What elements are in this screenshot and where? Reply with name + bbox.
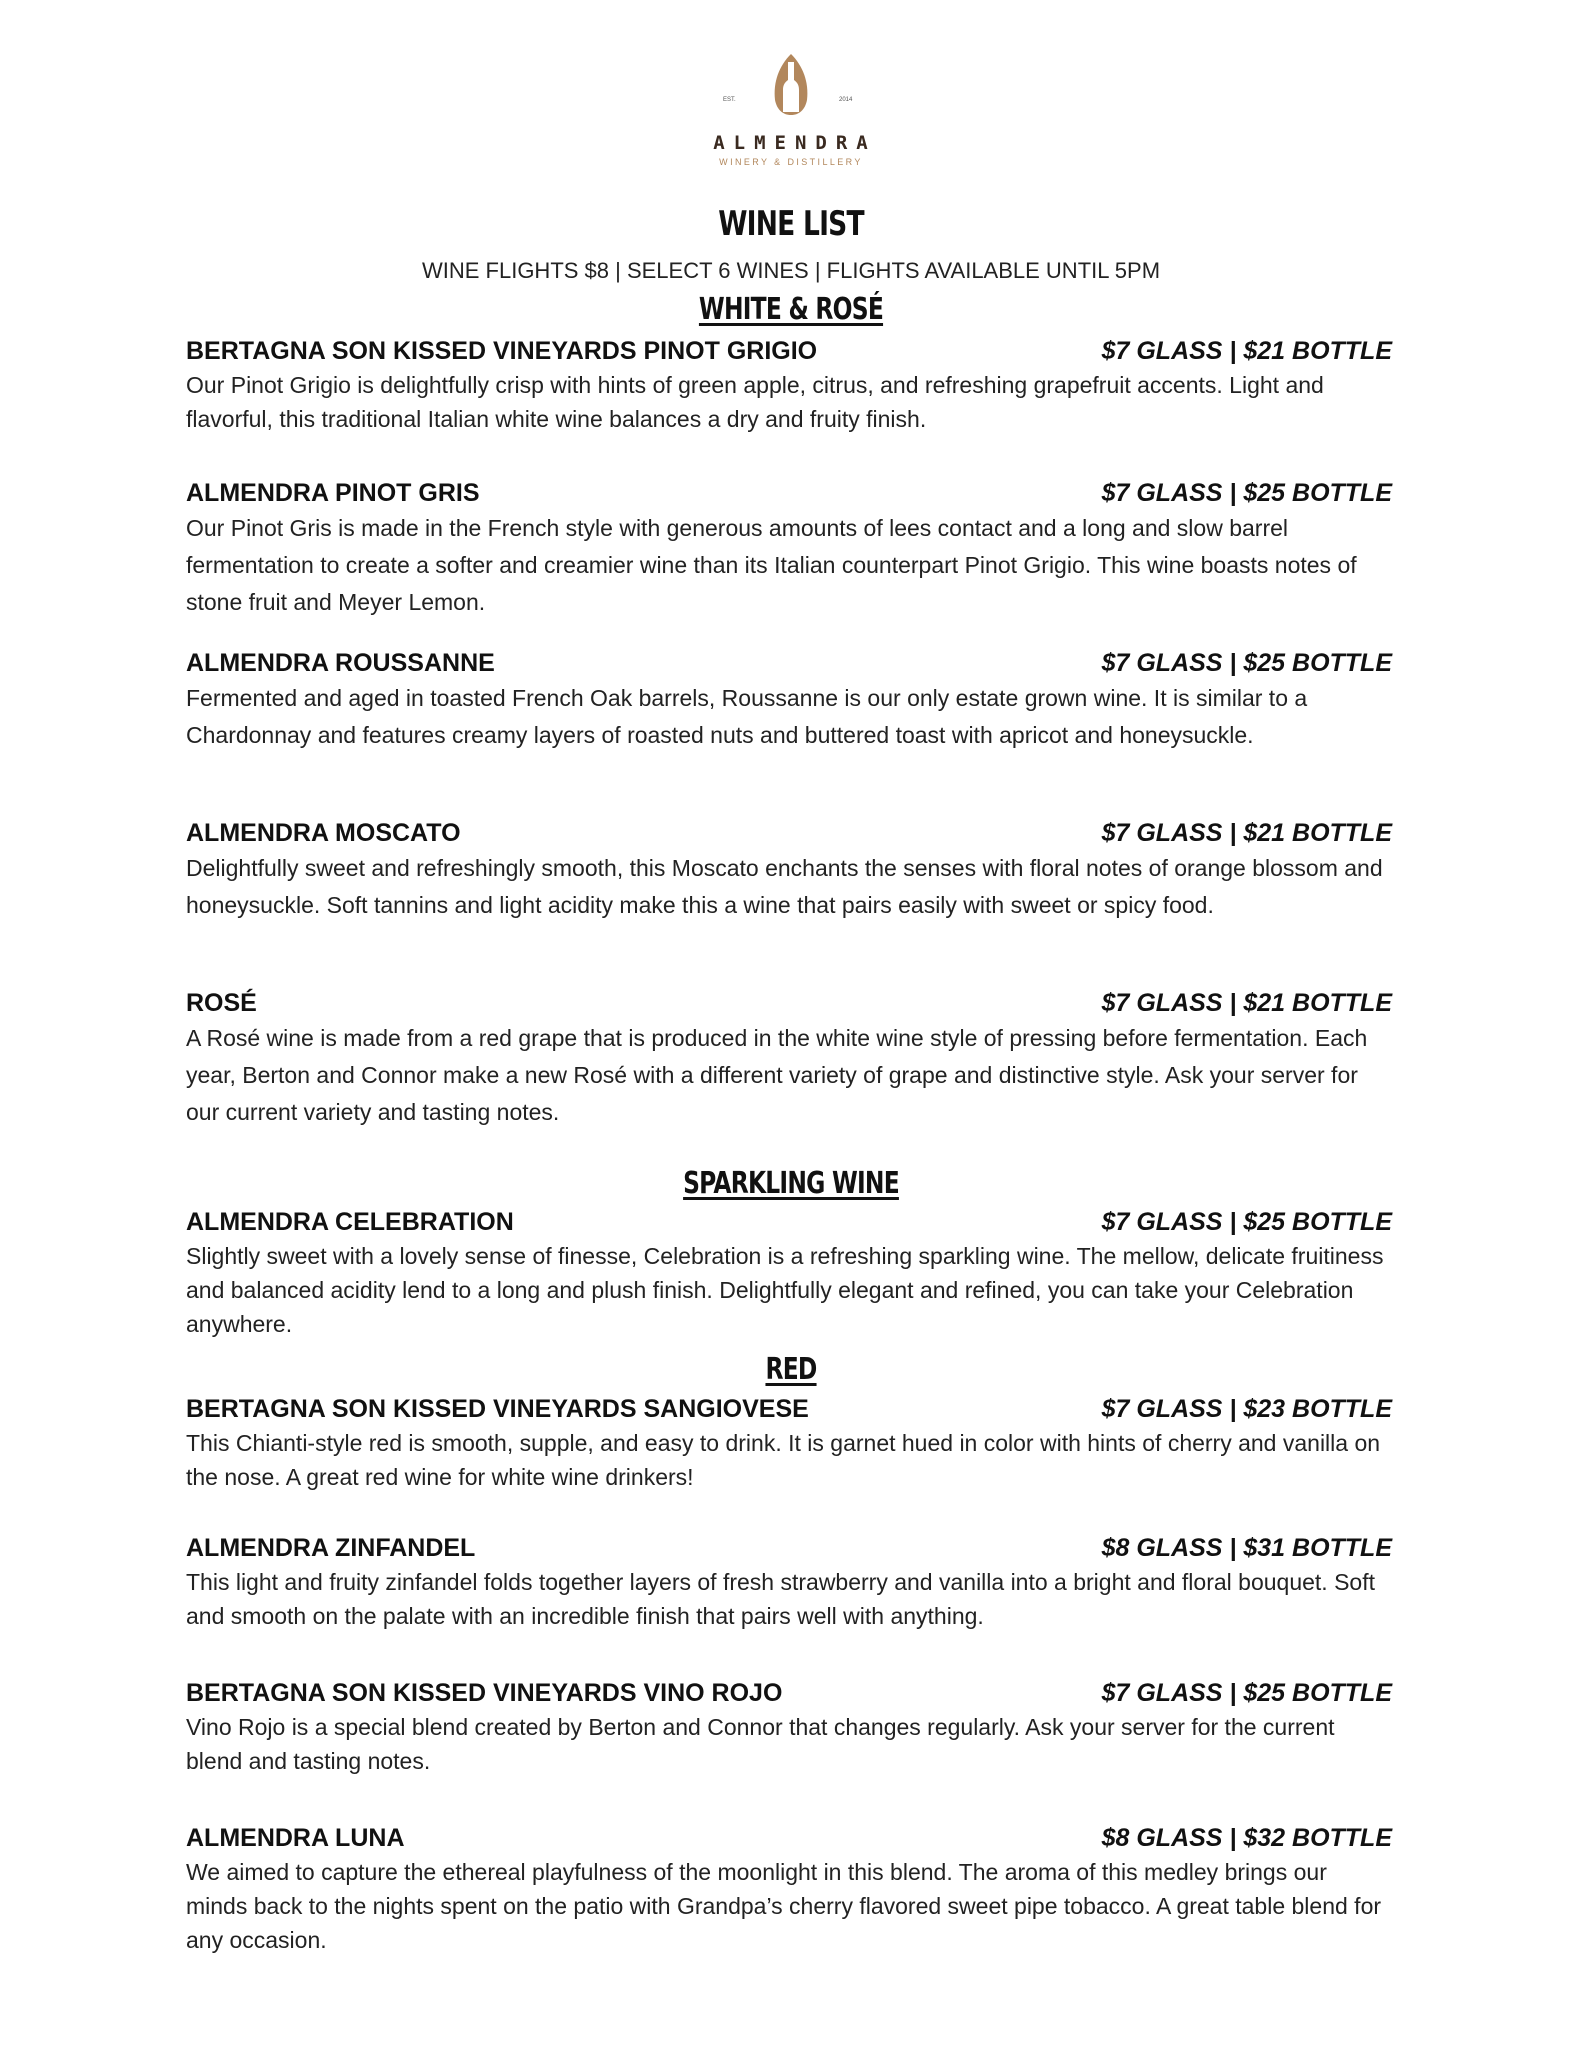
brand-name: ALMENDRA [713,132,877,154]
wine-description: A Rosé wine is made from a red grape that is produced in the white wine style of pressing before fermentation. Each year, Berton and Connor make a new Rosé with a different variety of grape and distinctive style. Ask your server for our current variety and tasting notes. [186,1025,1368,1125]
wine-price: $8 GLASS | $32 BOTTLE [1101,1824,1392,1852]
wine-price: $7 GLASS | $25 BOTTLE [1101,649,1392,677]
wine-price: $7 GLASS | $23 BOTTLE [1101,1395,1392,1423]
wine-name: ALMENDRA PINOT GRIS [186,479,480,507]
wine-name: BERTAGNA SON KISSED VINEYARDS VINO ROJO [186,1679,783,1707]
wine-item [186,819,1392,924]
wine-price: $7 GLASS | $21 BOTTLE [1101,989,1392,1017]
wine-description: Our Pinot Gris is made in the French style with generous amounts of lees contact and a long and slow barrel fermentation to create a softer and creamier wine than its Italian counterpart Pinot Grigio. This wine boasts notes of stone fruit and Meyer Lemon. [186,515,1357,615]
wine-item [186,649,1392,754]
wine-item [186,1208,1392,1341]
wine-price: $8 GLASS | $31 BOTTLE [1101,1534,1392,1562]
section-heading-sparkling: SPARKLING WINE [683,1166,899,1201]
wine-item [186,1395,1392,1494]
wine-description: This Chianti-style red is smooth, supple, and easy to drink. It is garnet hued in color with hints of cherry and vanilla on the nose. A great red wine for white wine drinkers! [186,1430,1381,1490]
wine-name: ALMENDRA ZINFANDEL [186,1534,476,1562]
wine-description: We aimed to capture the ethereal playfulness of the moonlight in this blend. The aroma of this medley brings our minds back to the nights spent on the patio with Grandpa’s cherry flavored sweet pipe tobacco. A great table blend for any occasion. [186,1859,1382,1953]
almond-bottle-icon [771,52,811,116]
est-label: EST. [723,97,736,103]
wine-item [186,1534,1392,1633]
section-heading-red: RED [765,1352,817,1387]
wine-name: BERTAGNA SON KISSED VINEYARDS SANGIOVESE [186,1395,809,1423]
wine-description: Our Pinot Grigio is delightfully crisp with hints of green apple, citrus, and refreshing grapefruit accents. Light and flavorful, this traditional Italian white wine balances a dry and fruity finish. [186,372,1324,432]
wine-price: $7 GLASS | $21 BOTTLE [1101,337,1392,365]
wine-description: This light and fruity zinfandel folds together layers of fresh strawberry and vanilla into a bright and floral bouquet. Soft and smooth on the palate with an incredible finish that pairs well with anything. [186,1569,1375,1629]
wine-item [186,1824,1392,1957]
wine-description: Fermented and aged in toasted French Oak barrels, Roussanne is our only estate grown wine. It is similar to a Chardonnay and features creamy layers of roasted nuts and buttered toast with apricot and honeysuckle. [186,685,1308,748]
section-heading-white-rose: WHITE & ROSÉ [698,292,884,327]
wine-item [186,337,1392,436]
brand-subtitle: WINERY & DISTILLERY [719,157,863,167]
wine-description: Slightly sweet with a lovely sense of finesse, Celebration is a refreshing sparkling wine. The mellow, delicate fruitiness and balanced acidity lend to a long and plush finish. Delightfully elegant and refined, you can take your Celebration anywhere. [186,1243,1384,1337]
est-year: 2014 [839,97,853,103]
wine-price: $7 GLASS | $25 BOTTLE [1101,1679,1392,1707]
brand-logo [691,52,891,172]
wine-price: $7 GLASS | $21 BOTTLE [1101,819,1392,847]
wine-name: ALMENDRA MOSCATO [186,819,461,847]
wine-name: BERTAGNA SON KISSED VINEYARDS PINOT GRIGIO [186,337,818,365]
page-subtitle: WINE FLIGHTS $8 | SELECT 6 WINES | FLIGHTS AVAILABLE UNTIL 5PM [421,258,1161,283]
wine-item [186,989,1392,1131]
wine-item [186,479,1392,621]
wine-name: ROSÉ [186,989,257,1017]
wine-price: $7 GLASS | $25 BOTTLE [1101,479,1392,507]
wine-price: $7 GLASS | $25 BOTTLE [1101,1208,1392,1236]
wine-name: ALMENDRA ROUSSANNE [186,649,495,677]
wine-item [186,1679,1392,1778]
page-title: WINE LIST [718,204,864,244]
wine-description: Delightfully sweet and refreshingly smooth, this Moscato enchants the senses with floral notes of orange blossom and honeysuckle. Soft tannins and light acidity make this a wine that pairs easily with sweet or spicy food. [186,855,1383,918]
wine-description: Vino Rojo is a special blend created by Berton and Connor that changes regularly. Ask your server for the current blend and tasting notes. [186,1714,1335,1774]
wine-name: ALMENDRA LUNA [186,1824,405,1852]
wine-name: ALMENDRA CELEBRATION [186,1208,514,1236]
